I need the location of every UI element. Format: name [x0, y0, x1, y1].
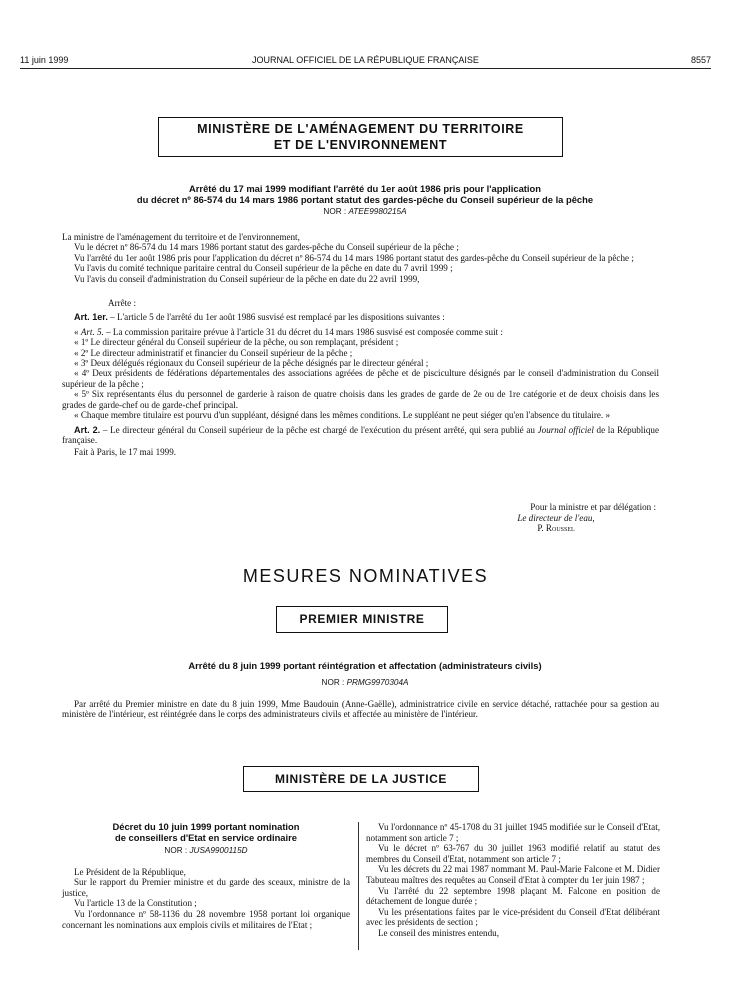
decret-title-line2: de conseillers d'Etat en service ordinaire: [115, 831, 297, 843]
article-1: [62, 312, 659, 322]
mesures-nominatives-heading: MESURES NOMINATIVES: [242, 566, 489, 586]
paragraph-vu-ordonnance-58: Vu l'ordonnance nº 58-1136 du 28 novembre 1958 portant loi organique concernant les nominations aux emplois civils et militaires de l'Etat ;: [62, 908, 350, 930]
paragraph-vu-decrets-1987: Vu les décrets du 22 mai 1987 nommant M. Paul-Marie Falcone et M. Didier Tabuteau maîtres des requêtes au Conseil d'Etat à compter du 1er juin 1987 ;: [366, 864, 660, 885]
arrete-body-1: [62, 232, 659, 458]
paragraph-president: Le Président de la République,: [74, 866, 186, 877]
decret-column-left: [62, 822, 350, 930]
article-2-journal: Journal officiel: [537, 424, 594, 435]
paragraph-vu-arrete-1998: Vu l'arrêté du 22 septembre 1998 plaçant M. Falcone en position de détachement de longue durée ;: [366, 885, 660, 907]
decret-column-right: [366, 822, 660, 939]
column-divider: [358, 822, 359, 950]
arrete-body-2: [62, 699, 659, 720]
article-5-open: «: [74, 326, 81, 337]
arrete-word: Arrête :: [108, 298, 137, 309]
ministry-box-justice: MINISTÈRE DE LA JUSTICE: [243, 766, 479, 792]
decret-title-10-juin: [62, 822, 350, 843]
article-2-label: Art. 2.: [74, 424, 101, 435]
article-2: [62, 425, 659, 446]
paragraph-vu-ordonnance-45: Vu l'ordonnance nº 45-1708 du 31 juillet 1945 modifiée sur le Conseil d'Etat, notamment son article 7 ;: [366, 822, 660, 843]
arrete-title-17-mai: [60, 184, 670, 205]
article-5: [62, 327, 659, 337]
signature-name: P. Roussel: [537, 523, 575, 534]
ministry-name-line2: ET DE L'ENVIRONNEMENT: [273, 138, 448, 152]
paragraph-conseil-ministres: Le conseil des ministres entendu,: [378, 927, 499, 938]
nor-label: NOR :: [164, 846, 190, 855]
paragraph-baudouin: Par arrêté du Premier ministre en date du 8 juin 1999, Mme Baudouin (Anne-Gaëlle), administratrice civile en service détaché, rattachée pour sa gestion au ministère de l'intérieur, est réintégrée dans le corps des administrateurs civils et affectée au ministère de l'intérieur.: [62, 699, 659, 720]
signature-block: [456, 502, 656, 534]
nor-reference-1: [60, 207, 670, 216]
article-1-label: Art. 1er.: [74, 312, 108, 323]
ministry-name-line1: MINISTÈRE DE L'AMÉNAGEMENT DU TERRITOIRE: [197, 122, 524, 136]
ministry-box-premier-ministre: PREMIER MINISTRE: [276, 606, 448, 633]
list-item-1: « 1º Le directeur général du Conseil supérieur de la pêche, ou son remplaçant, président ;: [74, 337, 399, 348]
paragraph-vu-decret-63: Vu le décret nº 63-767 du 30 juillet 1963 modifié relatif au statut des membres du Conseil d'Etat, notamment son article 7 ;: [366, 843, 660, 864]
paragraph-ministre: La ministre de l'aménagement du territoire et de l'environnement,: [62, 232, 300, 242]
arrete-title-line1: Arrêté du 17 mai 1999 modifiant l'arrêté du 1er août 1986 pris pour l'application: [189, 183, 541, 194]
article-5-label: Art. 5.: [80, 326, 104, 337]
header-date: 11 juin 1999: [20, 55, 69, 65]
arrete-title-line2: du décret nº 86-574 du 14 mars 1986 portant statut des gardes-pêche du Conseil supérieur de la pêche: [136, 193, 594, 205]
header-page-number: 8557: [690, 55, 711, 65]
arrete-title-8-juin: Arrêté du 8 juin 1999 portant réintégration et affectation (administrateurs civils): [188, 660, 542, 671]
fait-a-paris: Fait à Paris, le 17 mai 1999.: [74, 447, 177, 458]
nor-label: NOR :: [323, 207, 349, 216]
nor-reference-3: [62, 846, 350, 857]
nor-code: ATEE9980215A: [348, 207, 407, 216]
list-item-5: « 5º Six représentants élus du personnel de garderie à raison de quatre choisis dans les grades de garde de 2e ou de 1re catégorie et de deux choisis dans les grades de garde-chef ou de garde-chef principal.: [62, 389, 659, 410]
article-1-text: – L'article 5 de l'arrêté du 1er août 1986 susvisé est remplacé par les dispositions suivantes :: [107, 312, 445, 323]
nor-reference-2: [60, 678, 670, 687]
ministry-box-environnement: [158, 117, 563, 157]
signature-line2: Le directeur de l'eau,: [517, 512, 595, 523]
decret-title-line1: Décret du 10 juin 1999 portant nomination: [112, 821, 300, 832]
list-item-6: « Chaque membre titulaire est pourvu d'un suppléant, désigné dans les mêmes conditions. Le suppléant ne peut siéger qu'en l'absence du titulaire. »: [74, 410, 611, 421]
paragraph-vu-avis-conseil: Vu l'avis du conseil d'administration du Conseil supérieur de la pêche en date du 22 avril 1999,: [74, 273, 420, 284]
paragraph-sur-rapport: Sur le rapport du Premier ministre et du garde des sceaux, ministre de la justice,: [62, 877, 350, 898]
article-2-text-b: de la République française.: [62, 424, 659, 445]
paragraph-vu-presentations: Vu les présentations faites par le vice-président du Conseil d'Etat délibérant avec les présidents de section ;: [366, 906, 660, 928]
header-rule: [20, 68, 711, 69]
header-journal-title: JOURNAL OFFICIEL DE LA RÉPUBLIQUE FRANÇAISE: [252, 55, 479, 65]
paragraph-vu-decret: Vu le décret nº 86-574 du 14 mars 1986 portant statut des gardes-pêche du Conseil supérieur de la pêche ;: [74, 242, 459, 253]
list-item-2: « 2º Le directeur administratif et financier du Conseil supérieur de la pêche ;: [74, 347, 353, 358]
signature-line1: Pour la ministre et par délégation :: [530, 502, 656, 512]
nor-code: PRMG9970304A: [346, 678, 409, 687]
page-header: [20, 55, 711, 67]
paragraph-vu-constitution: Vu l'article 13 de la Constitution ;: [74, 898, 197, 909]
article-5-text: – La commission paritaire prévue à l'article 31 du décret du 14 mars 1986 susvisé est composée comme suit :: [103, 326, 503, 337]
list-item-4: « 4º Deux présidents de fédérations départementales des associations agréées de pêche et de pisciculture désignés par le conseil d'administration du Conseil supérieur de la pêche ;: [62, 368, 659, 389]
nor-code: JUSA9900115D: [189, 846, 248, 855]
list-item-3: « 3º Deux délégués régionaux du Conseil supérieur de la pêche désignés par le directeur général ;: [74, 358, 429, 369]
paragraph-vu-arrete: Vu l'arrêté du 1er août 1986 pris pour l'application du décret nº 86-574 du 14 mars 1986 portant statut des gardes-pêche du Conseil supérieur de la pêche ;: [74, 252, 634, 263]
nor-label: NOR :: [321, 678, 347, 687]
paragraph-vu-avis-comite: Vu l'avis du comité technique paritaire central du Conseil supérieur de la pêche en date du 7 avril 1999 ;: [74, 263, 453, 274]
article-2-text-a: – Le directeur général du Conseil supérieur de la pêche est chargé de l'exécution du présent arrêté, qui sera publié au: [100, 424, 538, 435]
